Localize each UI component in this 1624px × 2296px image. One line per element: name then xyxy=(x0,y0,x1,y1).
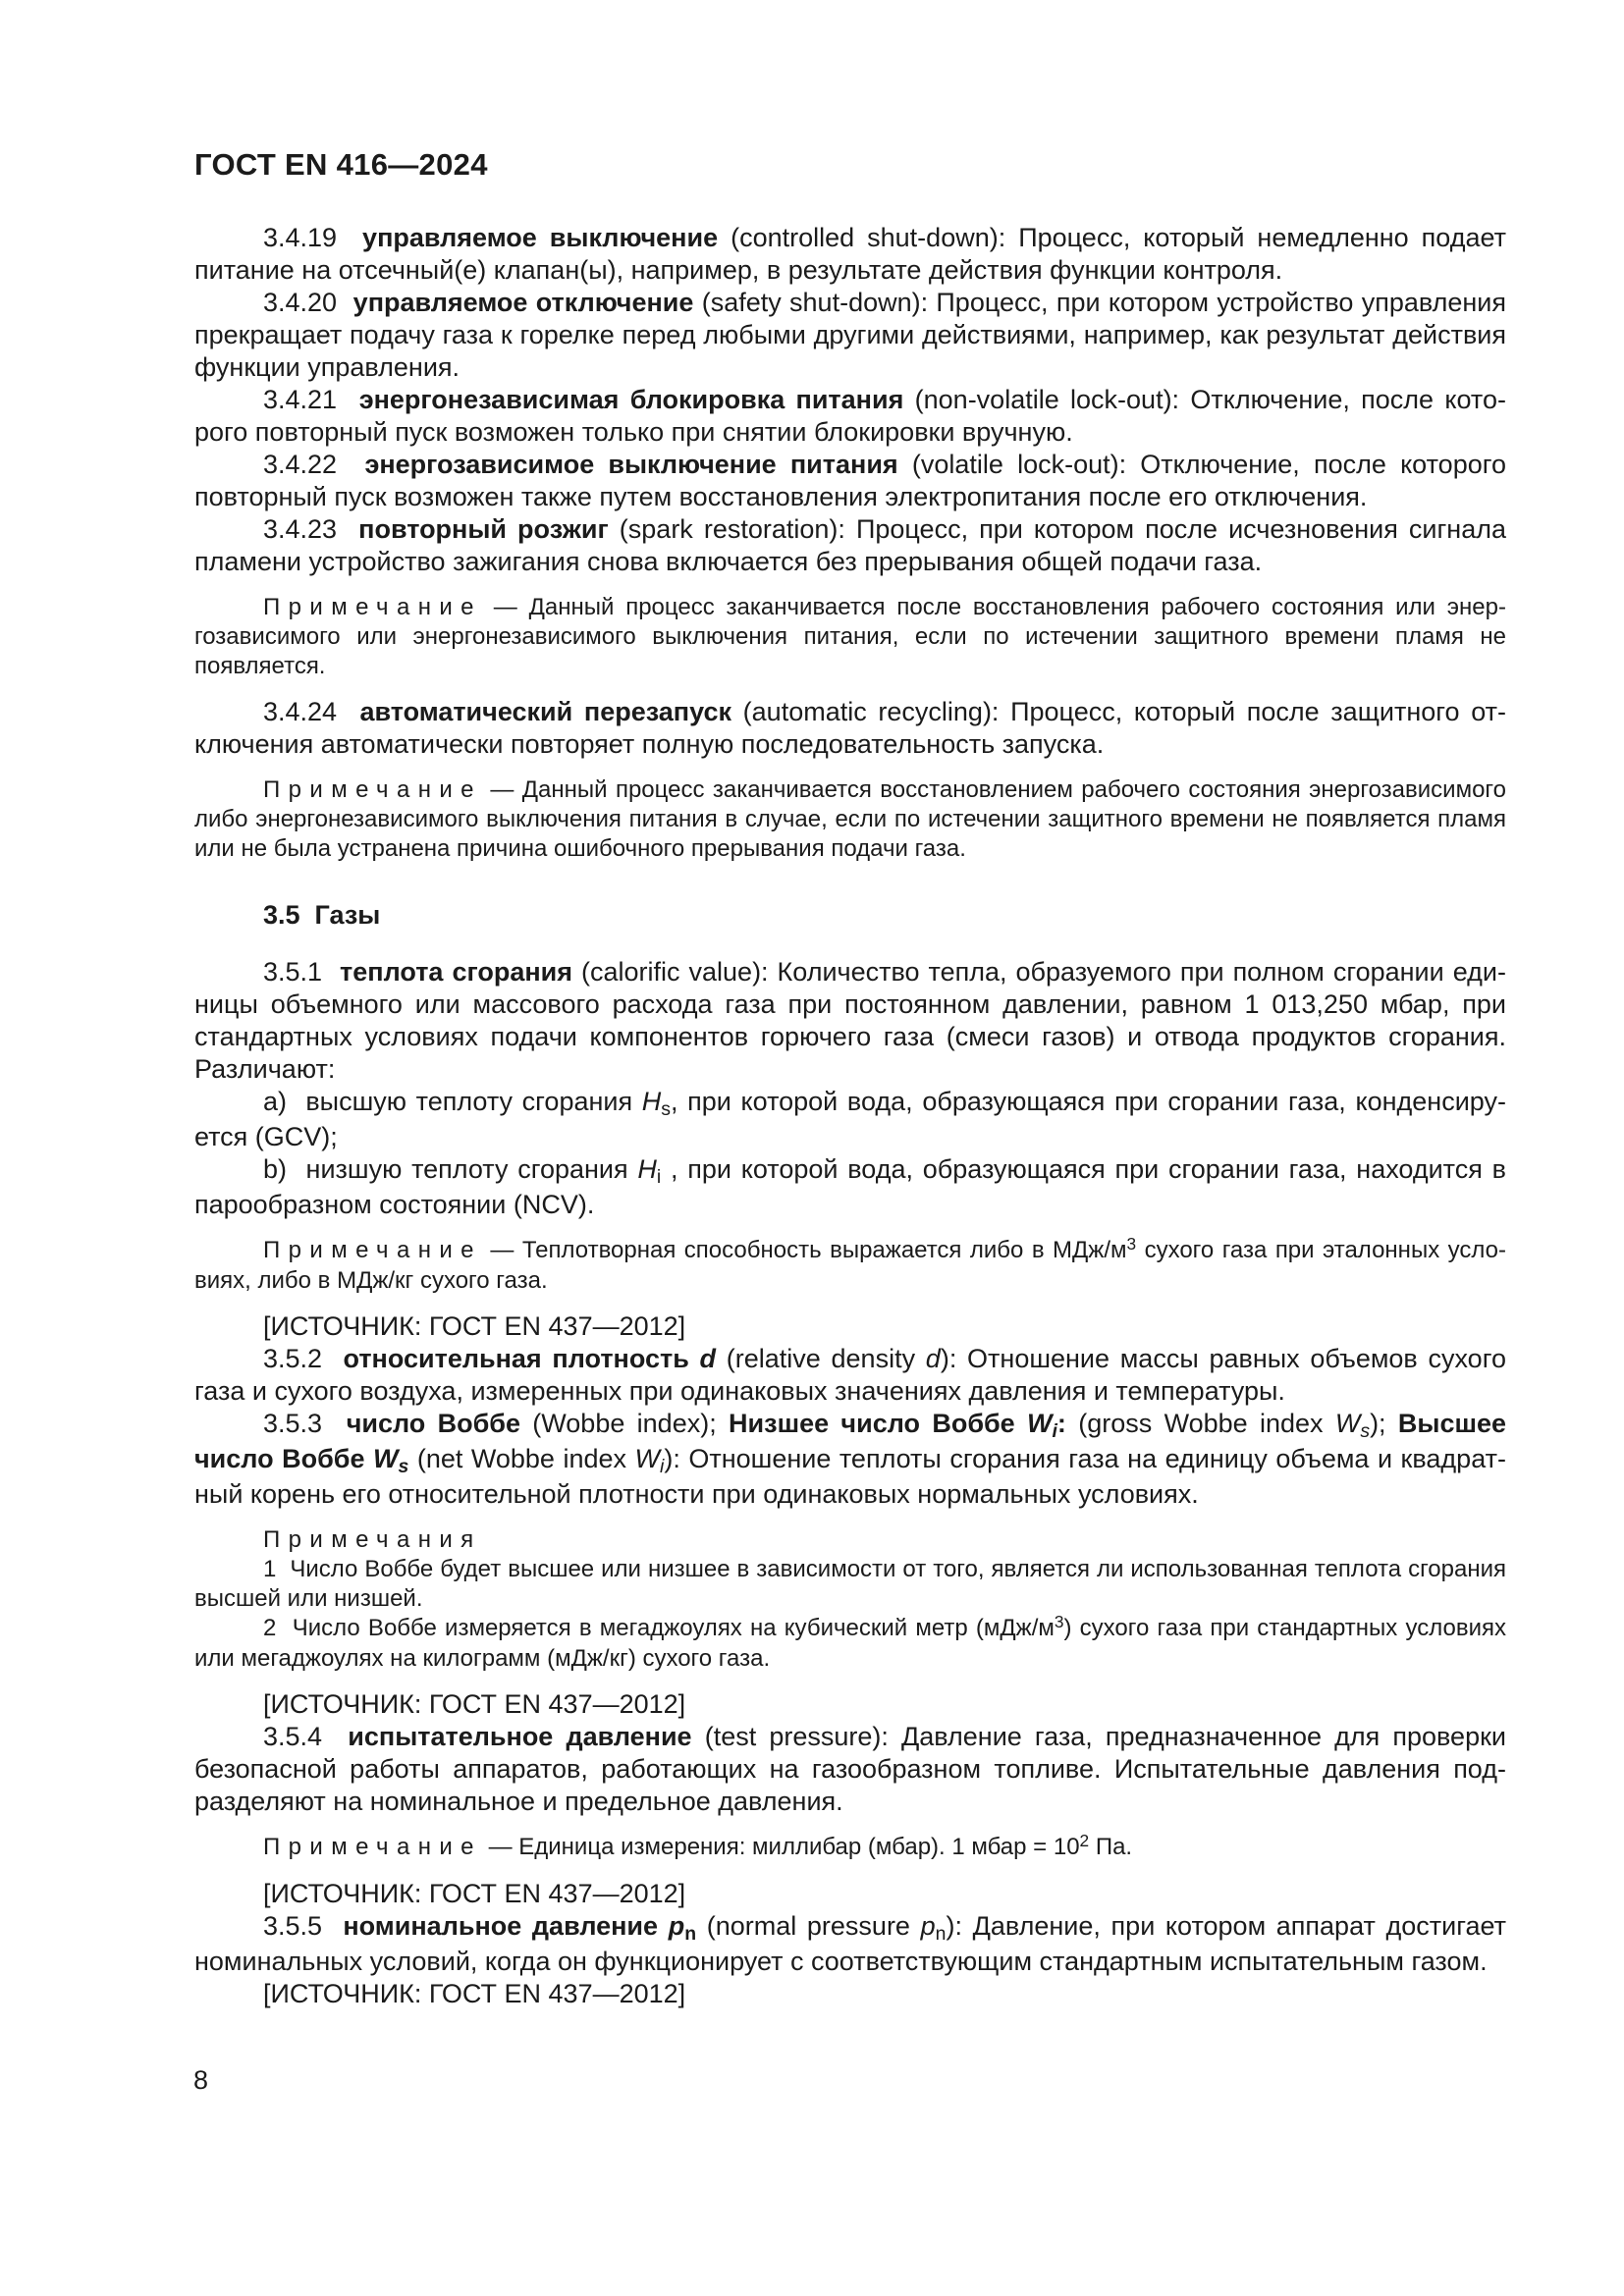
note-after-3-5-4: Примечание — Единица измерения: миллибар (мбар). 1 мбар = $10^2$ Па. xyxy=(263,1831,1133,1860)
note-item-2: 2 Число Воббе измеряется в мегаджоулях на кубический метр $(мДж/м^3)$ сухого газа при стандартных условиях или мегаджоулях на килограмм (мДж/кг) сухого газа. xyxy=(194,1612,1506,1672)
para-3-5-2: 3.5.2 относительная плотность d (relative density d): Отношение массы равных объемов сухого газа и сухого воздуха, измеренных при одинаковых значениях давления и температуры. xyxy=(194,1344,1506,1406)
page-header: ГОСТ EN 416—2024 xyxy=(194,147,488,182)
source-citation-4: [ИСТОЧНИК: ГОСТ EN 437—2012] xyxy=(263,1979,686,2008)
note-item-1: 1 Число Воббе будет высшее или низшее в зависимости от того, является ли использованная теплота сгорания высшей или низшей. xyxy=(194,1556,1506,1612)
para-3-4-20: 3.4.20 управляемое отключение (safety shut-down): Процесс, при котором устройство управления прекращает подачу газа к горелке перед любыми другими действиями, например, как результат действия функции управления. xyxy=(194,288,1506,382)
para-3-5-5: 3.5.5 номинальное давление pn (normal pressure pn): Давление, при котором аппарат достигает номинальных условий, когда он функционирует с соответствующим стандартным испытательным газом. xyxy=(194,1911,1506,1976)
para-3-4-19: 3.4.19 управляемое выключение (controlled shut-down): Процесс, который немедленно подает питание на отсечный(е) клапан(ы), например, в результате действия функции контроля. xyxy=(194,223,1506,285)
page-number: 8 xyxy=(193,2065,209,2095)
source-citation-2: [ИСТОЧНИК: ГОСТ EN 437—2012] xyxy=(263,1689,686,1719)
document-body xyxy=(194,222,1506,2010)
para-3-4-23: 3.4.23 повторный розжиг (spark restoration): Процесс, при котором после исчезновения сигнала пламени устройство зажигания снова включается без прерывания общей подачи газа. xyxy=(194,514,1506,576)
para-3-5-3: 3.5.3 число Воббе (Wobbe index); Низшее число Воббе Wi: (gross Wobbe index Ws); Высшее число Воббе Ws (net Wobbe index Wi): Отношение теплоты сгорания газа на единицу объема и квадратный корень его относительной плотности при одинаковых нормальных условиях. xyxy=(194,1409,1506,1509)
note-after-3-4-23: Примечание — Данный процесс заканчивается после восстановления рабочего состояния или энергозависимого или энергонезависимого выключения питания, если по истечении защитного времени пламя не появляется. xyxy=(194,594,1506,679)
para-3-5-4: 3.5.4 испытательное давление (test pressure): Давление газа, предназначенное для проверки безопасной работы аппаратов, работающих на газообразном топливе. Испытательные давления подразделяют на номинальное и предельное давления. xyxy=(194,1722,1506,1816)
para-3-4-21: 3.4.21 энергонезависимая блокировка питания (non-volatile lock-out): Отключение, после которого повторный пуск возможен только при снятии блокировки вручную. xyxy=(194,385,1506,447)
list-item-b: b) низшую теплоту сгорания Hi , при которой вода, образующаяся при сгорании газа, находится в парообразном состоянии (NCV). xyxy=(194,1154,1506,1219)
list-item-a: a) высшую теплоту сгорания Hs, при которой вода, образующаяся при сгорании газа, конденсируется (GCV); xyxy=(194,1087,1506,1151)
source-citation-1: [ИСТОЧНИК: ГОСТ EN 437—2012] xyxy=(263,1311,686,1341)
section-heading-3-5: 3.5 Газы xyxy=(263,900,381,930)
note-after-3-5-1: Примечание — Теплотворная способность выражается либо в МДж/$м^3$ сухого газа при эталонных условиях, либо в МДж/кг сухого газа. xyxy=(194,1234,1506,1294)
source-citation-3: [ИСТОЧНИК: ГОСТ EN 437—2012] xyxy=(263,1879,686,1908)
para-3-4-24: 3.4.24 автоматический перезапуск (automatic recycling): Процесс, который после защитного отключения автоматически повторяет полную последовательность запуска. xyxy=(194,697,1507,759)
para-3-4-22: 3.4.22 энергозависимое выключение питания (volatile lock-out): Отключение, после которого повторный пуск возможен также путем восстановления электропитания после его отключения. xyxy=(194,450,1506,511)
note-after-3-4-24: Примечание — Данный процесс заканчивается восстановлением рабочего состояния энергозависимого либо энергонезависимого выключения питания в случае, если по истечении защитного времени не появляется пламя или не была устранена причина ошибочного прерывания подачи газа. xyxy=(194,776,1506,862)
notes-group-heading: Примечания xyxy=(263,1526,482,1553)
para-3-5-1: 3.5.1 теплота сгорания (calorific value): Количество тепла, образуемого при полном сгорании единицы объемного или массового расхода газа при постоянном давлении, равном 1 013,250 мбар, при стандартных условиях подачи компонентов горючего газа (смеси газов) и отвода продуктов сгорания. Различают: xyxy=(194,957,1506,1084)
